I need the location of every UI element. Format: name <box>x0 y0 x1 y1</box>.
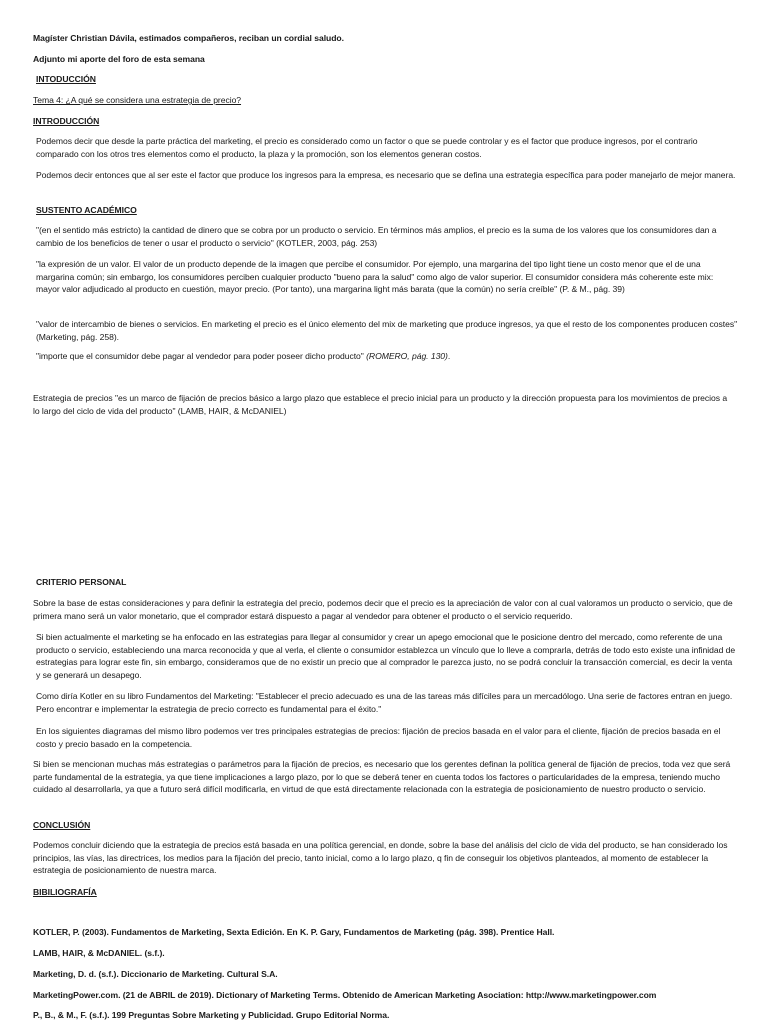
quote-romero <box>36 350 738 363</box>
criteria-paragraph-3: Como diría Kotler en su libro Fundamentos del Marketing: "Establecer el precio adecuado es una de las tareas más difíciles para un mercadólogo. Una serie de factores entran en juego. Pero encontrar e implementar la estrategia de precio correcto es fundamental para el éxito." <box>36 691 733 714</box>
quote-romero-end: . <box>447 351 451 361</box>
quote-marketing: "valor de intercambio de bienes o servicios. En marketing el precio es el único elemento del mix de marketing que produce ingresos, ya que el resto de los componentes producen costes" (Marketing, pág. 258). <box>36 319 738 342</box>
criteria-paragraph-2: Si bien actualmente el marketing se ha enfocado en las estrategias para llegar al consumidor y crear un apego emocional que le posicione dentro del mercado, como referente de una producto o servicio, estableciendo una marca reconocida y que al verla, el cliente o consumidor establezca un vínculo que lo lleve a comprarla, detrás de todo esto existe una infinidad de estrategias para lograr este fin, sin embargo, consideramos que de no existir un precio que al comprador le parezca justo, no se podrá concluir la transacción comercial, es decir la venta y se generará un desapego. <box>36 632 736 680</box>
quote-margarine: "la expresión de un valor. El valor de un producto depende de la imagen que percibe el consumidor. Por ejemplo, una margarina del tipo light tiene un costo menor que el de una margarina común; sin embargo, los consumidores perciben cualquier producto "bueno para la salud" como algo de valor superior. El consumidor considera más coherente este mix: mayor valor adjudicado al producto en cuestión, mayor precio. (Por tanto), una margarina light más barata (que la común) no sería creíble" (P. & M., pág. 39) <box>36 259 714 295</box>
heading-conclusion: CONCLUSIÓN <box>33 820 91 830</box>
strategy-definition: Estrategia de precios "es un marco de fijación de precios básico a largo plazo que establece el precio inicial para un producto y la dirección propuesta para los movimientos de precios a lo largo del ciclo de vida del producto" (LAMB, HAIR, & McDANIEL) <box>33 393 728 416</box>
criteria-paragraph-5: Si bien se mencionan muchas más estrategias o parámetros para la fijación de precios, es necesario que los gerentes definan la política general de fijación de precios, toda vez que será parte fundamental de la estrategia, ya que tiene implicaciones a largo plazo, por lo que se deberá tener en cuenta todos los factores o particularidades de la empresa, teniendo mucho cuidado al desarrollarla, ya que a futuro será difícil modificarla, en virtud de que está directamente relacionada con la estrategia de posicionamiento de nuestro producto o servicio. <box>33 759 731 795</box>
bibliography-entry: Marketing, D. d. (s.f.). Diccionario de Marketing. Cultural S.A. <box>33 969 278 979</box>
bibliography-entry: LAMB, HAIR, & McDANIEL. (s.f.). <box>33 948 165 958</box>
criteria-paragraph-4: En los siguientes diagramas del mismo libro podemos ver tres principales estrategias de precios: fijación de precios basada en el valor para el cliente, fijación de precios basada en el costo y precio basado en la competencia. <box>36 726 721 749</box>
intro-paragraph-2: Podemos decir entonces que al ser este el factor que produce los ingresos para la empresa, es necesario que se defina una estrategia específica para poder manejarlo de mejor manera. <box>36 170 736 180</box>
criteria-paragraph-1: Sobre la base de estas consideraciones y para definir la estrategia del precio, podemos decir que el precio es la apreciación de valor con al cual valoramos un producto o servicio, que de primera mano será un valor monetario, que el comprador estará dispuesto a pagar al vendedor para obtener el producto o el servicio requerido. <box>33 598 733 621</box>
greeting: Magíster Christian Dávila, estimados compañeros, reciban un cordial saludo. <box>33 33 344 43</box>
heading-personal-criteria: CRITERIO PERSONAL <box>36 577 127 587</box>
heading-introduction: INTRODUCCIÓN <box>33 116 100 126</box>
bibliography-entry: MarketingPower.com. (21 de ABRIL de 2019). Dictionary of Marketing Terms. Obtenido de American Marketing Asociation: http://www.marketingpower.com <box>33 990 657 1000</box>
conclusion-paragraph: Podemos concluir diciendo que la estrategia de precios está basada en una política gerencial, en donde, sobre la base del análisis del ciclo de vida del producto, se han considerado los principios, las vías, las directrices, los medios para la fijación del precio, tanto inicial, como a lo largo plazo, q fin de conseguir los objetivos planteados, al momento de establecer la estrategia de posicionamiento de nuestra marca. <box>33 840 728 876</box>
bibliography-entry: P., B., & M., F. (s.f.). 199 Preguntas Sobre Marketing y Publicidad. Grupo Editorial Norma. <box>33 1010 390 1020</box>
heading-bibliography: BIBILIOGRAFÍA <box>33 887 97 897</box>
heading-intro-top: INTODUCCIÓN <box>36 74 96 84</box>
quote-romero-text: "importe que el consumidor debe pagar al vendedor para poder poseer dicho producto" <box>36 351 367 361</box>
attachment-note: Adjunto mi aporte del foro de esta semana <box>33 54 205 64</box>
topic-line: Tema 4: ¿A qué se considera una estrategia de precio? <box>33 95 242 105</box>
quote-kotler: "(en el sentido más estricto) la cantidad de dinero que se cobra por un producto o servicio. En términos más amplios, el precio es la suma de los valores que los consumidores dan a cambio de los beneficios de tener o usar el producto o servicio" (KOTLER, 2003, pág. 253) <box>36 225 717 248</box>
quote-romero-citation: (ROMERO, pág. 130) <box>366 351 448 361</box>
heading-academic-support: SUSTENTO ACADÉMICO <box>36 205 137 215</box>
bibliography-entry: KOTLER, P. (2003). Fundamentos de Marketing, Sexta Edición. En K. P. Gary, Fundamentos de Marketing (pág. 398). Prentice Hall. <box>33 927 555 937</box>
intro-paragraph-1: Podemos decir que desde la parte práctica del marketing, el precio es considerado como un factor o que se puede controlar y es el factor que produce ingresos, por el contrario comparado con los otros tres elementos como el producto, la plaza y la promoción, son los elementos generan costos. <box>36 136 698 159</box>
